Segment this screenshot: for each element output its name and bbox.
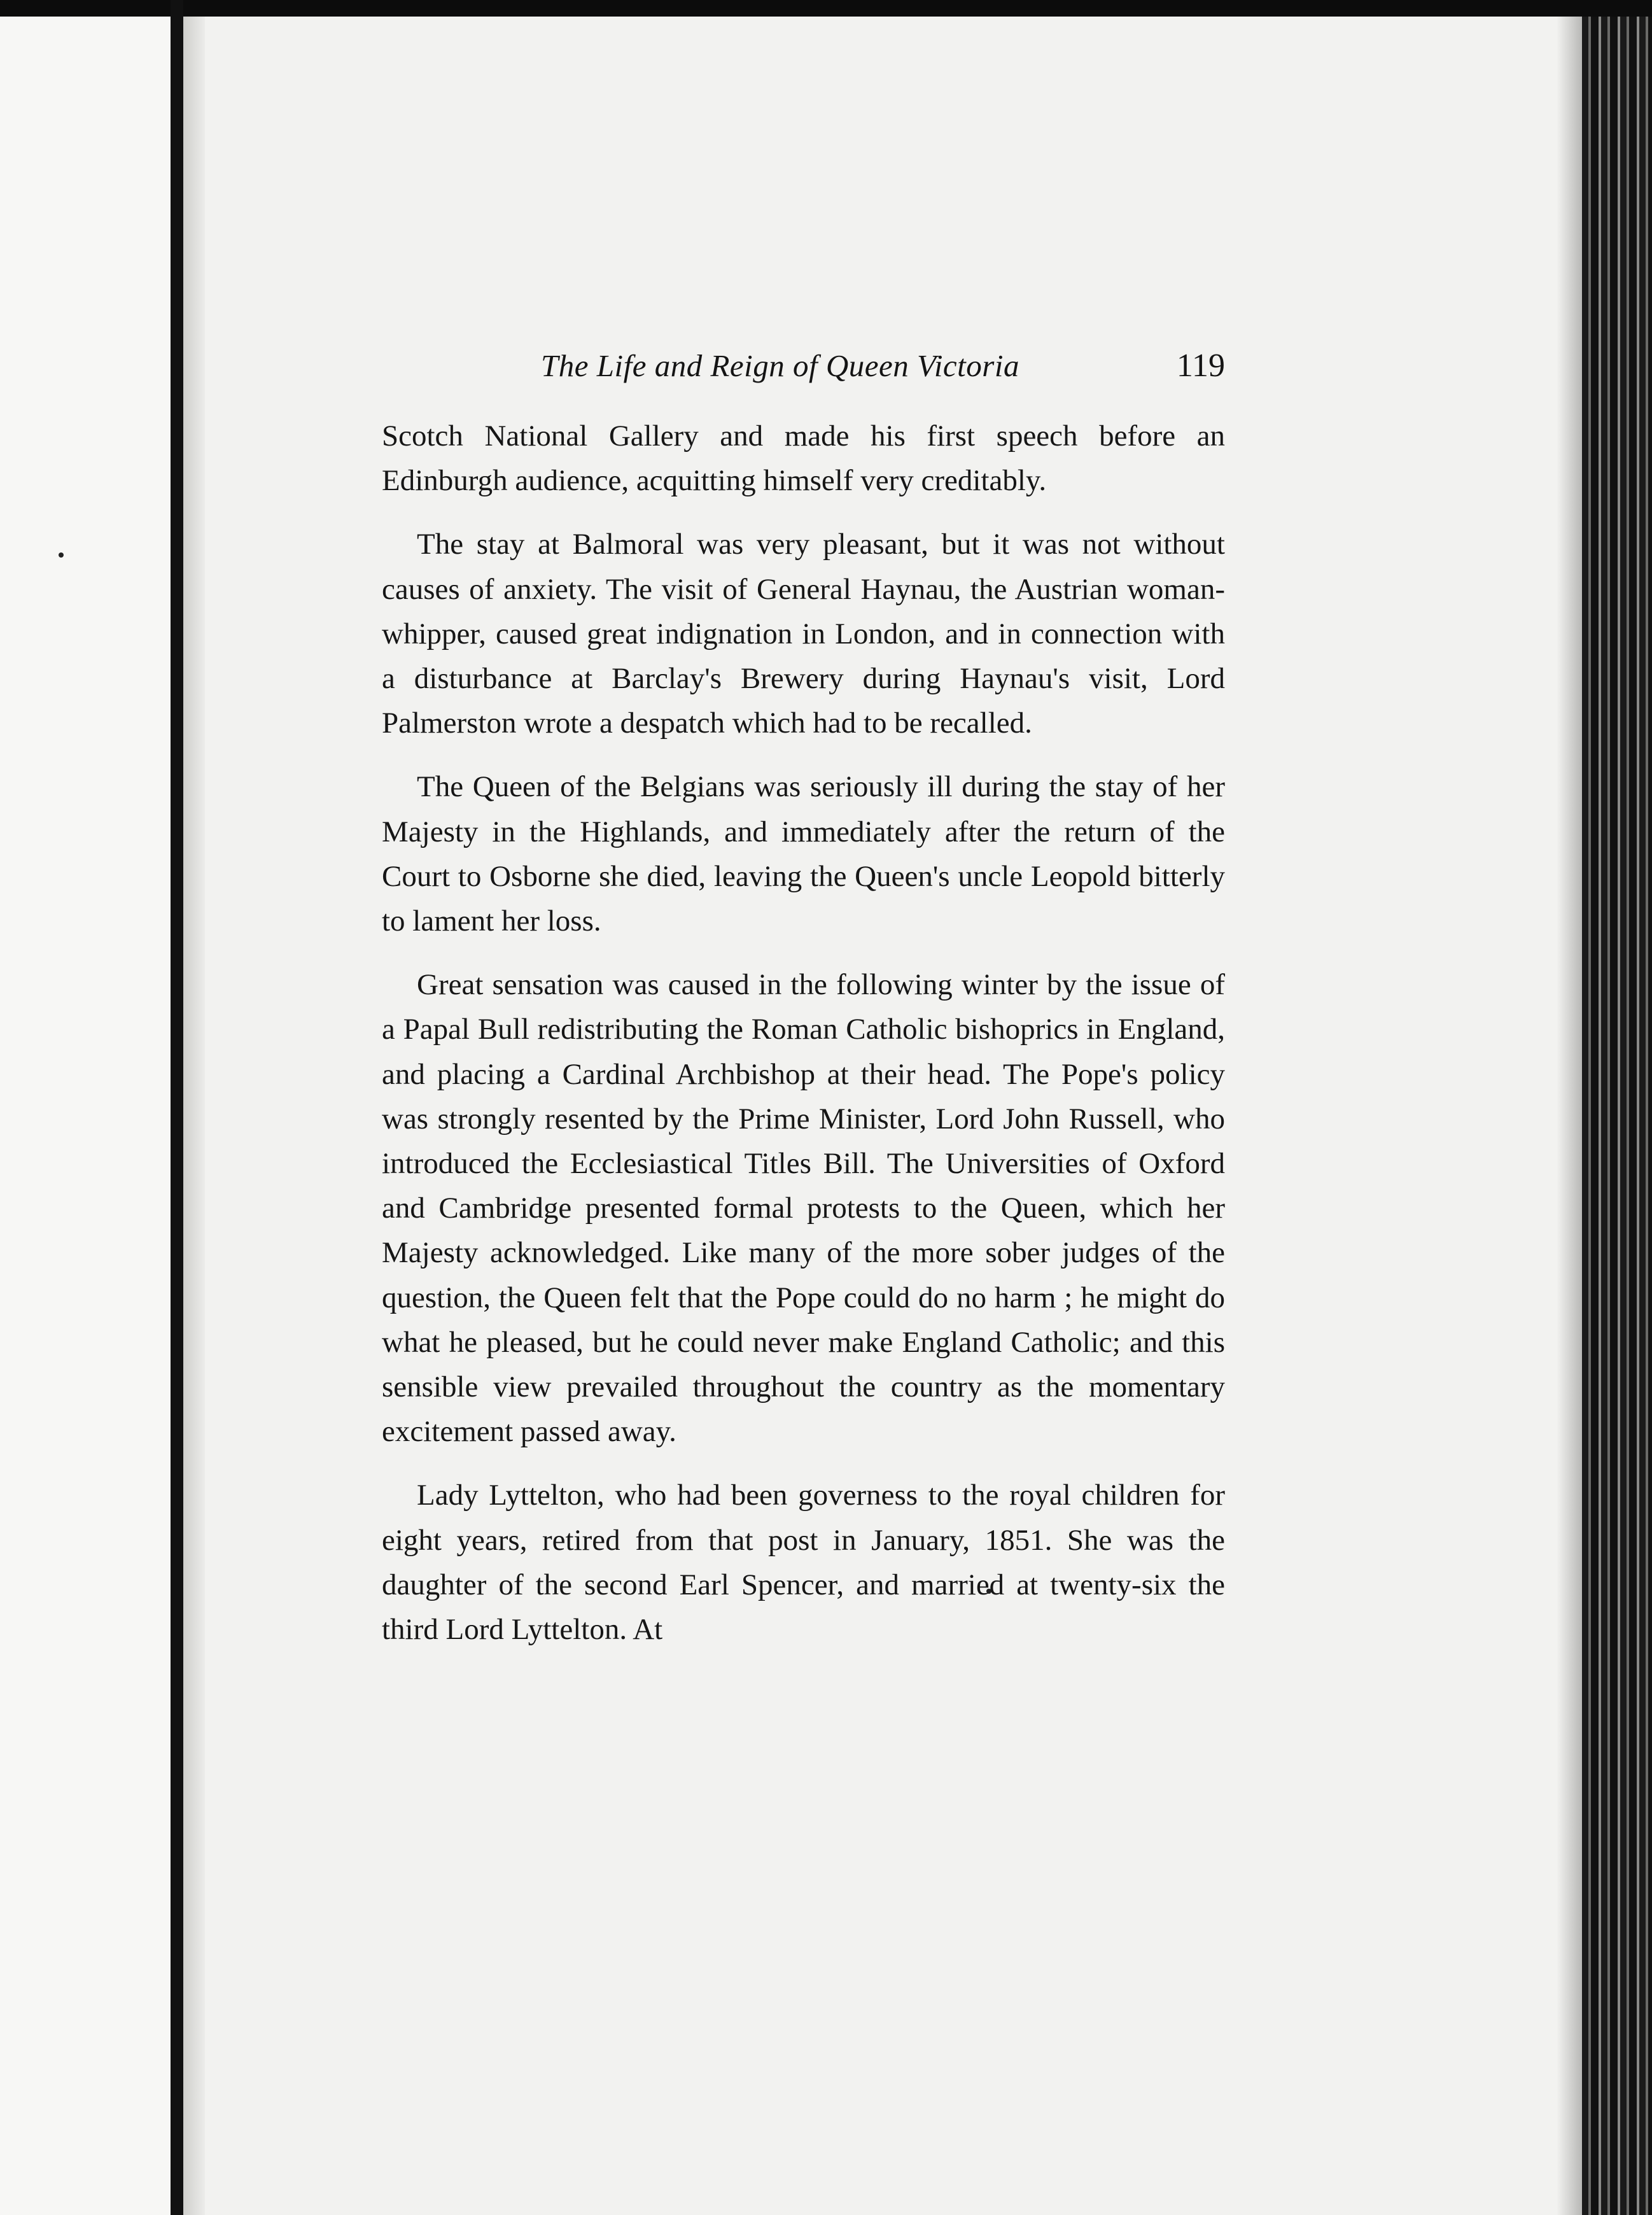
paragraph: Scotch National Gallery and made his first speech before an Edinburgh audience, acquitting himself very creditably. [382, 419, 1225, 498]
book-gutter [171, 0, 183, 2215]
scan-speck [59, 552, 64, 558]
paragraph: Lady Lyttelton, who had been governess to the royal children for eight years, retired from that post in January, 1851. She was the daughter of the second Earl Spencer, and married at twenty-six the third Lord Lyttelton. At [382, 1479, 1225, 1647]
page-stack-edge [1582, 17, 1652, 2215]
running-title: The Life and Reign of Queen Victoria [541, 348, 1019, 383]
scan-top-edge [0, 0, 1652, 17]
paragraph: The stay at Balmoral was very pleasant, but it was not without causes of anxiety. The visit of General Haynau, the Austrian woman-whipper, caused great indignation in London, and in connection with a disturbance at Barclay's Brewery during Haynau's visit, Lord Palmerston wrote a despatch which had to be recalled. [382, 528, 1225, 740]
page-number: 119 [1176, 348, 1225, 384]
gutter-shadow [183, 17, 205, 2215]
page-edge-shadow [1557, 17, 1582, 2215]
running-head [382, 344, 1225, 388]
body-text [382, 414, 1225, 1671]
paragraph: Great sensation was caused in the following winter by the issue of a Papal Bull redistributing the Roman Catholic bishoprics in England, and placing a Cardinal Archbishop at their head. The Pope's policy was strongly resented by the Prime Minister, Lord John Russell, who introduced the Ecclesiastical Titles Bill. The Universities of Oxford and Cambridge presented formal protests to the Queen, which her Majesty acknowledged. Like many of the more sober judges of the question, the Queen felt that the Pope could do no harm ; he might do what he pleased, but he could never make England Catholic; and this sensible view prevailed throughout the country as the momentary excitement passed away. [382, 968, 1225, 1449]
paragraph: The Queen of the Belgians was seriously ill during the stay of her Majesty in the Highlands, and immediately after the return of the Court to Osborne she died, leaving the Queen's uncle Leopold bitterly to lament her loss. [382, 770, 1225, 938]
left-facing-page [0, 17, 171, 2215]
